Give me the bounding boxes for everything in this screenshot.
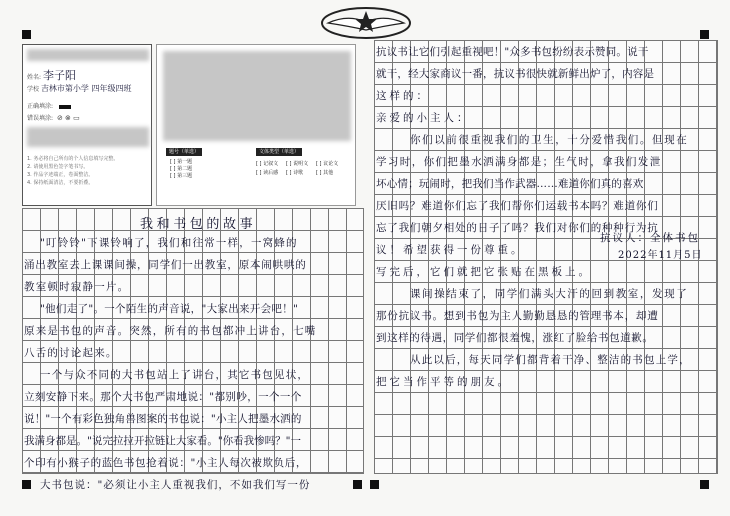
essay-line: 厌旧吗？难道你们忘了我们帮你们运载书本吗？难道你们 (376, 200, 659, 212)
essay-line: 从此以后，每天同学们都背着干净、整洁的书包上学， (410, 354, 691, 366)
essay-line: 八舌的讨论起来。 (24, 347, 118, 359)
correct-fill-row (27, 101, 71, 110)
name-value: 李子阳 (42, 69, 76, 82)
essay-line: 一个与众不同的大书包站上了讲台，其它书包见状， (40, 369, 310, 381)
essay-line: 那份抗议书。想到书包为主人勤勤恳恳的管理书本，却遭 (376, 310, 659, 322)
name-row (27, 67, 76, 83)
essay-line: 学习时，你们把墨水洒满身都是；生气时，拿我们发泄 (376, 156, 662, 168)
essay-line: 大书包说："必须让小主人重视我们，不如我们写一份 (40, 479, 311, 491)
registration-mark (22, 480, 31, 489)
registration-mark (22, 30, 31, 39)
essay-line: 我满身都是。"说完拉拉开拉链让大家看。"你看我惨吗？"一 (24, 435, 301, 447)
registration-mark (370, 480, 379, 489)
essay-line: 忘了我们朝夕相处的日子了吗？我们对你们的种种行为抗 (376, 222, 659, 234)
school-row (27, 83, 131, 94)
essay-line: "叮铃铃"下课铃响了，我们和往常一样，一窝蜂的 (40, 237, 298, 249)
redacted-area (163, 51, 351, 141)
essay-line: 到这样的待遇，同学们都很羞愧，涨红了脸给书包道歉。 (376, 332, 654, 344)
essay-line: 坏心情；玩闹时，把我们当作武器……难道你们真的喜欢 (376, 178, 644, 190)
school-label: 学校 (27, 86, 40, 93)
essay-line: 原来是书包的声音。突然，所有的书包都冲上讲台，七嘴 (24, 325, 317, 337)
wrong-fill-sample: ⊘ ⊗ ▭ (56, 114, 80, 122)
question-option[interactable]: [ ] 第一题 (170, 159, 193, 165)
name-label: 姓名: (27, 74, 42, 81)
essay-line: 2022年11月5日 (618, 250, 703, 261)
essay-line: "他们走了"。一个陌生的声音说，"大家出来开会吧！" (40, 303, 299, 315)
redacted-area (27, 49, 149, 61)
essay-line: 写完后，它们就把它张贴在黑板上。 (376, 266, 592, 278)
essay-line: 立刻安静下来。那个大书包严肃地说："都别吵，一个一个 (24, 391, 302, 403)
essay-line: 说！"一个有彩色独角兽图案的书包说："小主人把墨水洒的 (24, 413, 302, 425)
genre-option[interactable]: [ ] 读后感 (256, 170, 279, 176)
genre-option[interactable]: [ ] 议论文 (316, 161, 339, 167)
essay-line: 把它当作平等的朋友。 (376, 376, 511, 388)
genre-option[interactable]: [ ] 诗歌 (286, 170, 304, 176)
correct-fill-label: 正确填涂: (27, 103, 54, 110)
essay-line: 议！希望获得一份尊重。 (376, 244, 525, 256)
redacted-area (27, 127, 149, 147)
genre-option[interactable]: [ ] 其他 (316, 170, 334, 176)
genre-option[interactable]: [ ] 记叙文 (256, 161, 279, 167)
essay-title: 我和书包的故事 (140, 217, 257, 232)
registration-mark (700, 30, 709, 39)
registration-mark (700, 480, 709, 489)
essay-line: 涌出教室去上课课间操，同学们一出教室，原本闹哄哄的 (24, 259, 307, 271)
essay-line: 就干，经大家商议一番，抗议书很快就新鲜出炉了，内容是 (376, 68, 655, 80)
question-number-header: 题号（单选） (166, 148, 202, 156)
registration-mark (353, 480, 362, 489)
wrong-fill-label: 错误填涂: (27, 115, 54, 122)
wrong-fill-row (27, 113, 80, 122)
essay-line: 个印有小猴子的蓝色书包抢着说："小主人每次被欺负后， (24, 457, 307, 469)
question-option[interactable]: [ ] 第二题 (170, 166, 193, 172)
instructions: 1. 务必将自己所有的个人信息填写完整。 2. 请使用黑色签字笔书写。 3. 作品字迹端正，卷面整洁。 4. 保持纸面清洁，不要折叠。 (27, 156, 119, 186)
essay-line: 课间操结束了，同学们满头大汗的回到教室，发现了 (410, 288, 689, 300)
emblem-logo (318, 6, 414, 40)
student-info-panel (22, 44, 152, 206)
correct-fill-sample (59, 105, 71, 109)
essay-line: 抗议人：全体书包 (600, 232, 700, 244)
school-value: 吉林市第小学 四年级四班 (40, 84, 132, 93)
essay-line: 这样的： (376, 90, 430, 102)
selection-panel (160, 146, 352, 182)
essay-line: 教室顿时寂静一片。 (24, 281, 130, 293)
essay-line: 抗议书让它们引起重视吧！"众多书包纷纷表示赞同。说干 (376, 46, 649, 58)
genre-option[interactable]: [ ] 说明文 (286, 161, 309, 167)
question-option[interactable]: [ ] 第三题 (170, 173, 193, 179)
essay-line: 亲爱的小主人： (376, 112, 471, 124)
essay-line: 你们以前很重视我们的卫生，十分爱惜我们。但现在 (410, 134, 689, 146)
genre-header: 文体类型（单选） (256, 148, 302, 156)
